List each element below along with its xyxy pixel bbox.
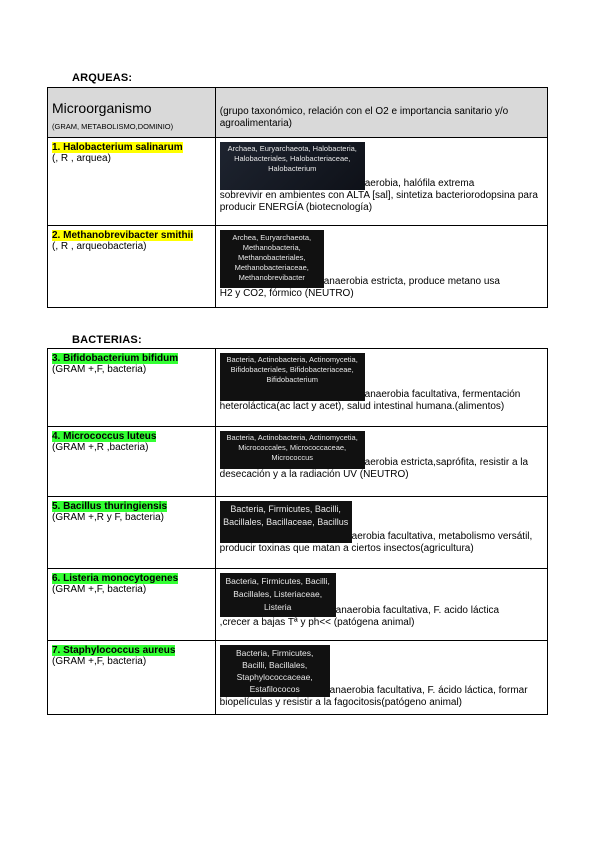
organism-name: 2. Methanobrevibacter smithii [52, 230, 194, 241]
organism-meta: (, R , arquea) [52, 153, 111, 164]
organism-meta: (GRAM +,R y F, bacteria) [52, 512, 164, 523]
description-inline: anaerobia facultativa, F. ácido láctica, formar [329, 685, 528, 696]
archaea-table [47, 87, 548, 308]
bacteria-section-title: BACTERIAS: [72, 334, 142, 346]
table-row [48, 569, 548, 641]
organism-cell [48, 427, 216, 497]
table-row [48, 427, 548, 497]
organism-cell [48, 349, 216, 427]
table-header-row [48, 88, 548, 138]
description-inline: anaerobia facultativa, F. acido láctica [335, 605, 500, 616]
description-cell [215, 427, 547, 497]
table-row [48, 349, 548, 427]
organism-name: 4. Micrococcus luteus [52, 431, 157, 442]
description-inline: anaerobia estricta, produce metano usa [323, 276, 500, 287]
organism-meta: (, R , arqueobacteria) [52, 241, 147, 252]
table-row [48, 641, 548, 715]
taxonomy-image: Bacteria, Actinobacteria, Actinomycetia, Bifidobacteriales, Bifidobacteriaceae, Bifidobacterium [220, 353, 365, 401]
description-inline: aerobia, halófila extrema [364, 178, 475, 189]
description-cell [215, 569, 547, 641]
organism-cell [48, 641, 216, 715]
header-title: Microorganismo [52, 100, 152, 116]
taxonomy-image: Bacteria, Actinobacteria, Actinomycetia, Micrococcales, Micrococcaceae, Micrococcus [220, 431, 365, 469]
description-cell [215, 497, 547, 569]
organism-cell [48, 497, 216, 569]
organism-meta: (GRAM +,R ,bacteria) [52, 442, 149, 453]
description-text: heteroláctica(ac lact y acet), salud intestinal humana.(alimentos) [219, 401, 505, 412]
header-col-group: (grupo taxonómico, relación con el O2 e importancia sanitario y/o agroalimentaria) [215, 88, 547, 138]
taxonomy-image: Archaea, Euryarchaeota, Halobacteria, Halobacteriales, Halobacteriaceae, Halobacterium [220, 142, 365, 190]
description-inline: aerobia estricta,saprófita, resistir a la [364, 457, 529, 468]
header-subtitle: (GRAM, METABOLISMO,DOMINIO) [52, 122, 174, 131]
description-cell [215, 138, 547, 226]
description-text: ,crecer a bajas Tª y ph<< (patógena animal) [219, 617, 415, 628]
description-text: desecación y a la radiación UV (NEUTRO) [219, 469, 409, 480]
bacteria-table [47, 348, 548, 715]
description-text: sobrevivir en ambientes con ALTA [sal], sintetiza bacteriorodopsina para producir ENERGÍA (biotecnología) [219, 190, 538, 213]
table-row [48, 138, 548, 226]
description-cell [215, 349, 547, 427]
description-text: biopelículas y resistir a la fagocitosis(patógeno animal) [219, 697, 463, 708]
description-text: producir toxinas que matan a ciertos insectos(agricultura) [219, 543, 474, 554]
organism-name: 6. Listeria monocytogenes [52, 573, 179, 584]
table-row [48, 497, 548, 569]
archaea-section-title: ARQUEAS: [72, 72, 133, 84]
table-row [48, 226, 548, 308]
taxonomy-image: Archea, Euryarchaeota, Methanobacteria, Methanobacteriales, Methanobacteriaceae, Methanobrevibacter [220, 230, 324, 288]
organism-name: 1. Halobacterium salinarum [52, 142, 183, 153]
organism-cell [48, 138, 216, 226]
organism-name: 3. Bifidobacterium bifidum [52, 353, 179, 364]
description-text: H2 y CO2, fórmico (NEUTRO) [219, 288, 354, 299]
header-col-microorganism [48, 88, 216, 138]
organism-name: 5. Bacillus thuringiensis [52, 501, 168, 512]
description-inline: anaerobia facultativa, fermentación [364, 389, 521, 400]
organism-cell [48, 569, 216, 641]
organism-meta: (GRAM +,F, bacteria) [52, 584, 147, 595]
organism-meta: (GRAM +,F, bacteria) [52, 364, 147, 375]
description-inline: aerobia facultativa, metabolismo versátil, [351, 531, 533, 542]
organism-meta: (GRAM +,F, bacteria) [52, 656, 147, 667]
organism-name: 7. Staphylococcus aureus [52, 645, 176, 656]
taxonomy-image: Bacteria, Firmicutes, Bacilli, Bacillales, Bacillaceae, Bacillus [220, 501, 352, 543]
taxonomy-image: Bacteria, Firmicutes, Bacilli, Bacillales, Staphylococcaceae, Estafilococos [220, 645, 330, 697]
organism-cell [48, 226, 216, 308]
description-cell [215, 226, 547, 308]
taxonomy-image: Bacteria, Firmicutes, Bacilli, Bacillales, Listeriaceae, Listeria [220, 573, 336, 617]
description-cell [215, 641, 547, 715]
